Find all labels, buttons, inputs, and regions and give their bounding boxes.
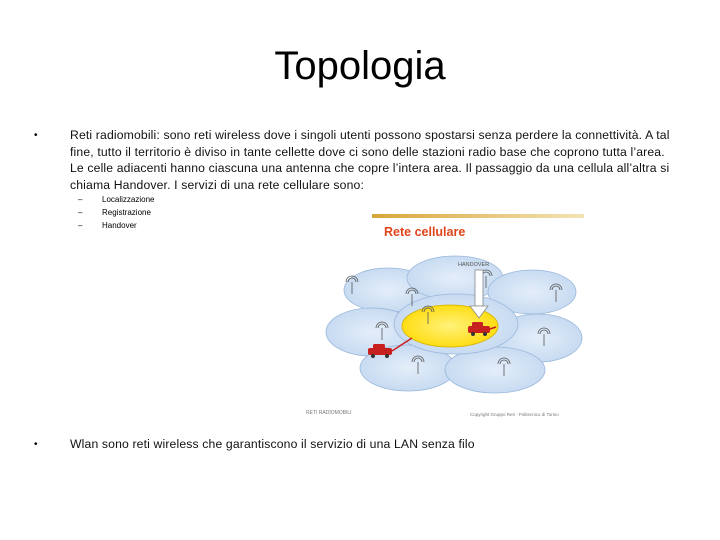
figure-footer-right: Copyright Gruppo Reti - Politecnico di Torino — [470, 412, 559, 417]
handover-label: HANDOVER — [458, 262, 490, 268]
cellular-network-illustration — [300, 210, 588, 422]
figure-footer-left: RETI RADIOMOBILI — [306, 410, 352, 416]
dash-marker: – — [78, 195, 83, 204]
dash-marker: – — [78, 221, 83, 230]
figure-heading: Rete cellulare — [384, 225, 466, 239]
subitem-text: Handover — [102, 221, 137, 230]
subitem-text: Localizzazione — [102, 195, 155, 204]
cells — [326, 256, 582, 393]
subitem-text: Registrazione — [102, 208, 151, 217]
bullet-marker: • — [34, 439, 38, 450]
cellular-network-figure — [300, 210, 588, 422]
bullet-text-reti-radiomobili: Reti radiomobili: sono reti wireless dove i singoli utenti possono spostarsi senza perdere la connettività. A tal fine, tutto il territorio è diviso in tante cellette dove ci sono delle stazioni radio base che coprono tutta l’area. Le celle adiacenti hanno ciascuna una antenna che copre l’intera area. Il passaggio da una cellula all’altra si chiama Handover. I servizi di una rete cellulare sono: — [70, 128, 670, 192]
bullet-marker: • — [34, 130, 38, 141]
dash-marker: – — [78, 208, 83, 217]
heading-bar — [372, 214, 584, 218]
bullet-text-wlan: Wlan sono reti wireless che garantiscono il servizio di una LAN senza filo — [70, 437, 475, 451]
slide-title: Topologia — [274, 44, 446, 88]
